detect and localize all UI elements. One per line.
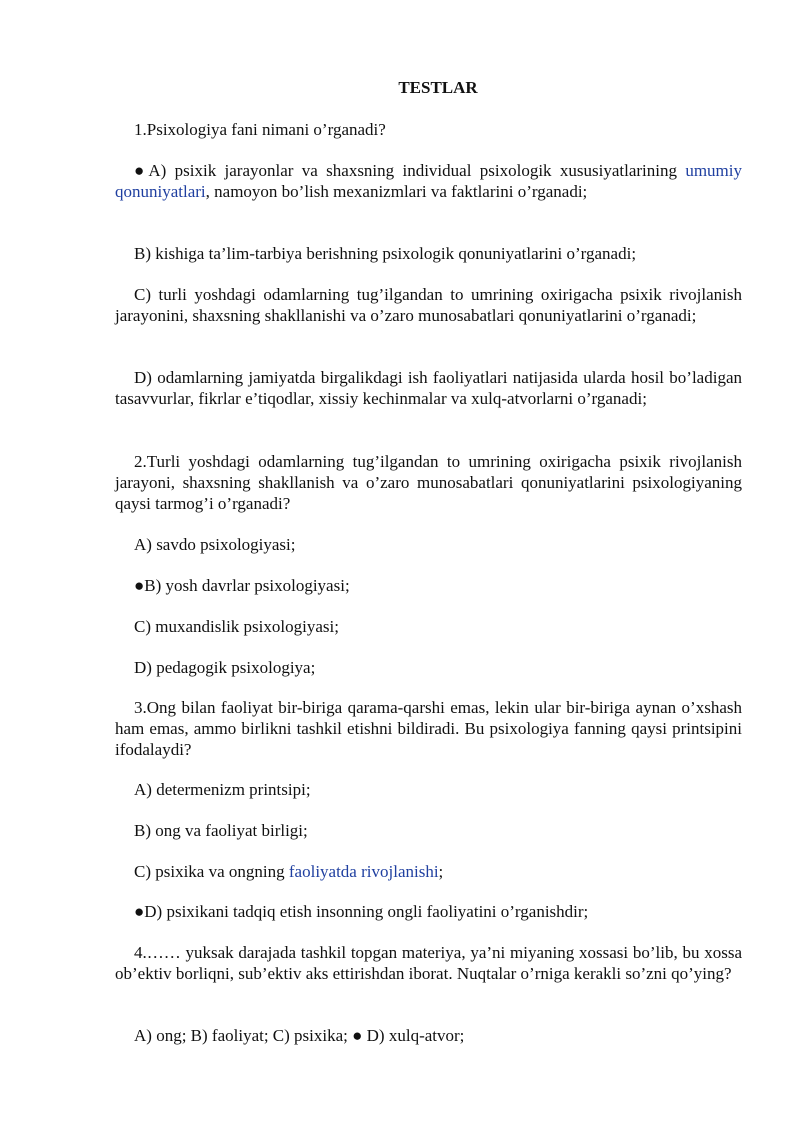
q2-option-c: C) muxandislik psixologiyasi; (134, 617, 339, 636)
q3-option-c-text-end: ; (438, 862, 444, 881)
q2-option-b: ●B) yosh davrlar psixologiyasi; (134, 576, 350, 595)
question-1: 1.Psixologiya fani nimani o’rganadi? (134, 120, 386, 139)
page-title: TESTLAR (398, 78, 478, 97)
q3-option-a: A) determenizm printsipi; (134, 780, 311, 799)
q2-option-d: D) pedagogik psixologiya; (134, 658, 316, 677)
umumiy-qonuniyatlari-link[interactable]: umumiy qonuniyatlari (115, 161, 742, 201)
q3-option-b: B) ong va faoliyat birligi; (134, 821, 308, 840)
q4-options: A) ong; B) faoliyat; C) psixika; ● D) xulq-atvor; (134, 1026, 465, 1045)
q3-option-c-text: C) psixika va ongning (134, 862, 289, 881)
q3-option-c (115, 861, 742, 882)
q3-option-d: ●D) psixikani tadqiq etish insonning ongli faoliyatini o’rganishdir; (134, 902, 589, 921)
q1-option-a-text-end: , namoyon bo’lish mexanizmlari va faktlarini o’rganadi; (205, 182, 588, 201)
q1-option-a-text: ●A) psixik jarayonlar va shaxsning individual psixologik xususiyatlarining (134, 161, 686, 180)
q1-option-b: B) kishiga ta’lim-tarbiya berishning psixologik qonuniyatlarini o’rganadi; (134, 244, 637, 263)
q1-option-d: D) odamlarning jamiyatda birgalikdagi ish faoliyatlari natijasida ularda hosil bo’ladigan tasavvurlar, fikrlar e’tiqodlar, xissiy kechinmalar va xulq-atvorlarni o’rganadi; (115, 368, 742, 408)
q1-option-c: C) turli yoshdagi odamlarning tug’ilgandan to umrining oxirigacha psixik rivojlanish jarayonini, shaxsning shakllanishi va o’zaro munosabatlari qonuniyatlarini o’rganadi; (115, 285, 742, 325)
q2-option-a: A) savdo psixologiyasi; (134, 535, 296, 554)
question-4: 4.…… yuksak darajada tashkil topgan materiya, ya’ni miyaning xossasi bo’lib, bu xossa ob’ektiv borliqni, sub’ektiv aks ettirishdan iborat. Nuqtalar o’rniga kerakli so’zni qo’ying? (115, 943, 742, 983)
q1-option-a (115, 160, 742, 202)
question-3: 3.Ong bilan faoliyat bir-biriga qarama-qarshi emas, lekin ular bir-biriga aynan o’xshash ham emas, ammo birlikni tashkil etishni bildiradi. Bu psixologiya fanning qaysi printsipini ifodalaydi? (115, 698, 742, 759)
question-2: 2.Turli yoshdagi odamlarning tug’ilgandan to umrining oxirigacha psixik rivojlanish jarayoni, shaxsning shakllanish va o’zaro munosabatlari qonuniyatlarini psixologiyaning qaysi tarmog’i o’rganadi? (115, 452, 742, 513)
faoliyatda-rivojlanishi-link[interactable]: faoliyatda rivojlanishi (288, 862, 439, 881)
